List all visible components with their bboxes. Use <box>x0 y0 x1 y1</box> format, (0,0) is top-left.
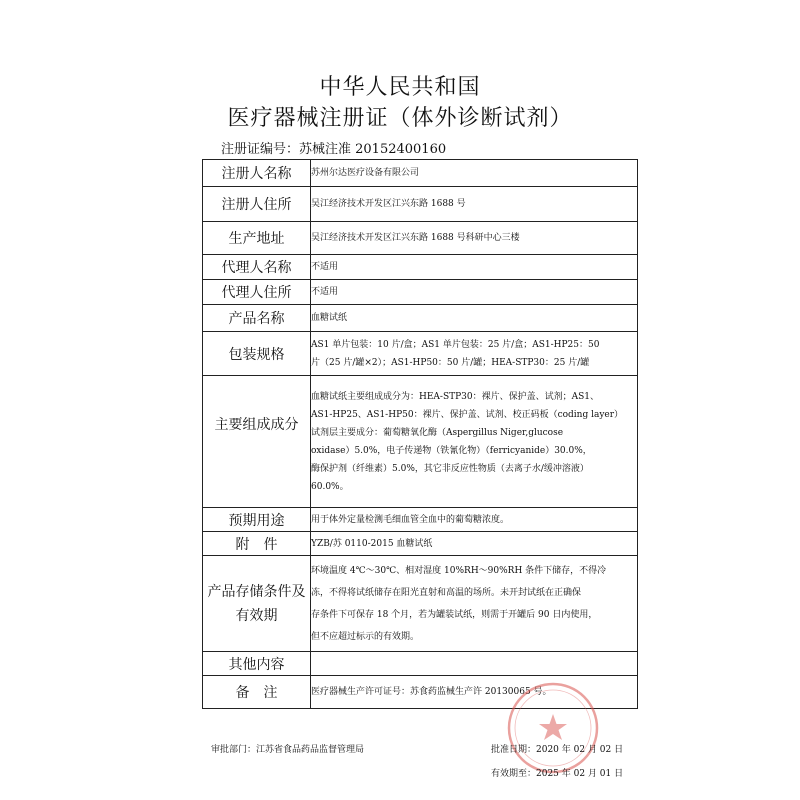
components-line: 血糖试纸主要组成成分为：HEA-STP30：裸片、保护盖、试剂；AS1、 <box>311 391 600 402</box>
label-storage-line2: 有效期 <box>235 607 278 624</box>
value-agent-name: 不适用 <box>311 255 638 280</box>
label-remarks: 备 注 <box>203 676 311 709</box>
value-intended-use: 用于体外定量检测毛细血管全血中的葡萄糖浓度。 <box>311 508 638 532</box>
value-other <box>311 652 638 676</box>
storage-line: 环境温度 4℃～30℃、相对湿度 10%RH～90%RH 条件下储存，不得冷 <box>311 565 607 576</box>
value-storage <box>311 556 638 652</box>
row-storage <box>203 556 638 652</box>
storage-line: 但不应超过标示的有效期。 <box>311 631 420 642</box>
packaging-line: AS1 单片包装：10 片/盒；AS1 单片包装：25 片/盒；AS1-HP25：50 <box>311 339 600 350</box>
label-packaging: 包装规格 <box>203 332 311 376</box>
label-product-name: 产品名称 <box>203 305 311 332</box>
row-registrant-name <box>203 160 638 187</box>
row-product-name <box>203 305 638 332</box>
label-attachment: 附 件 <box>203 532 311 556</box>
value-remarks: 医疗器械生产许可证号：苏食药监械生产许 20130065 号。 <box>311 676 638 709</box>
value-registrant-name: 苏州尔达医疗设备有限公司 <box>311 160 638 187</box>
value-production-address: 吴江经济技术开发区江兴东路 1688 号科研中心三楼 <box>311 222 638 255</box>
label-registrant-address: 注册人住所 <box>203 187 311 222</box>
registration-number: 注册证编号：苏械注准 20152400160 <box>221 142 447 157</box>
value-agent-address: 不适用 <box>311 280 638 305</box>
certificate-title-line2: 医疗器械注册证（体外诊断试剂） <box>227 106 573 131</box>
label-agent-name: 代理人名称 <box>203 255 311 280</box>
components-line: AS1-HP25、AS1-HP50：裸片、保护盖、试剂、校正码板（coding layer） <box>311 409 624 420</box>
components-line: 60.0%。 <box>311 481 349 492</box>
label-components: 主要组成成分 <box>203 376 311 508</box>
value-attachment: YZB/苏 0110-2015 血糖试纸 <box>311 532 638 556</box>
certificate-title-line1: 中华人民共和国 <box>319 75 481 100</box>
official-seal-icon <box>505 680 601 776</box>
row-other <box>203 652 638 676</box>
label-registrant-name: 注册人名称 <box>203 160 311 187</box>
value-registrant-address: 吴江经济技术开发区江兴东路 1688 号 <box>311 187 638 222</box>
components-line: 试剂层主要成分：葡萄糖氧化酶（Aspergillus Niger,glucose <box>311 427 564 438</box>
storage-line: 存条件下可保存 18 个月，若为罐装试纸，则需于开罐后 90 日内使用， <box>311 609 598 620</box>
row-registrant-address <box>203 187 638 222</box>
row-intended-use <box>203 508 638 532</box>
row-production-address <box>203 222 638 255</box>
components-line: oxidase）5.0%，电子传递物（铁氰化物）（ferricyanide）30.0%， <box>311 445 592 456</box>
label-storage <box>203 556 311 652</box>
row-agent-address <box>203 280 638 305</box>
approval-department: 审批部门：江苏省食品药品监督管理局 <box>211 745 365 755</box>
components-line: 酶保护剂（纤维素）5.0%，其它非反应性物质（去离子水/缓冲溶液） <box>311 463 589 474</box>
value-product-name: 血糖试纸 <box>311 305 638 332</box>
value-components <box>311 376 638 508</box>
label-intended-use: 预期用途 <box>203 508 311 532</box>
approval-date: 批准日期：2020 年 02 月 02 日 <box>491 745 624 755</box>
certificate-table <box>202 159 638 709</box>
label-other: 其他内容 <box>203 652 311 676</box>
value-packaging <box>311 332 638 376</box>
packaging-line: 片（25 片/罐×2）；AS1-HP50：50 片/罐；HEA-STP30：25 片/罐 <box>311 357 590 368</box>
storage-line: 冻，不得将试纸储存在阳光直射和高温的场所。未开封试纸在正确保 <box>311 587 582 598</box>
row-components <box>203 376 638 508</box>
label-agent-address: 代理人住所 <box>203 280 311 305</box>
valid-until-date: 有效期至：2025 年 02 月 01 日 <box>491 769 624 779</box>
row-packaging <box>203 332 638 376</box>
label-storage-line1: 产品存储条件及 <box>207 583 306 600</box>
row-attachment <box>203 532 638 556</box>
row-agent-name <box>203 255 638 280</box>
label-production-address: 生产地址 <box>203 222 311 255</box>
